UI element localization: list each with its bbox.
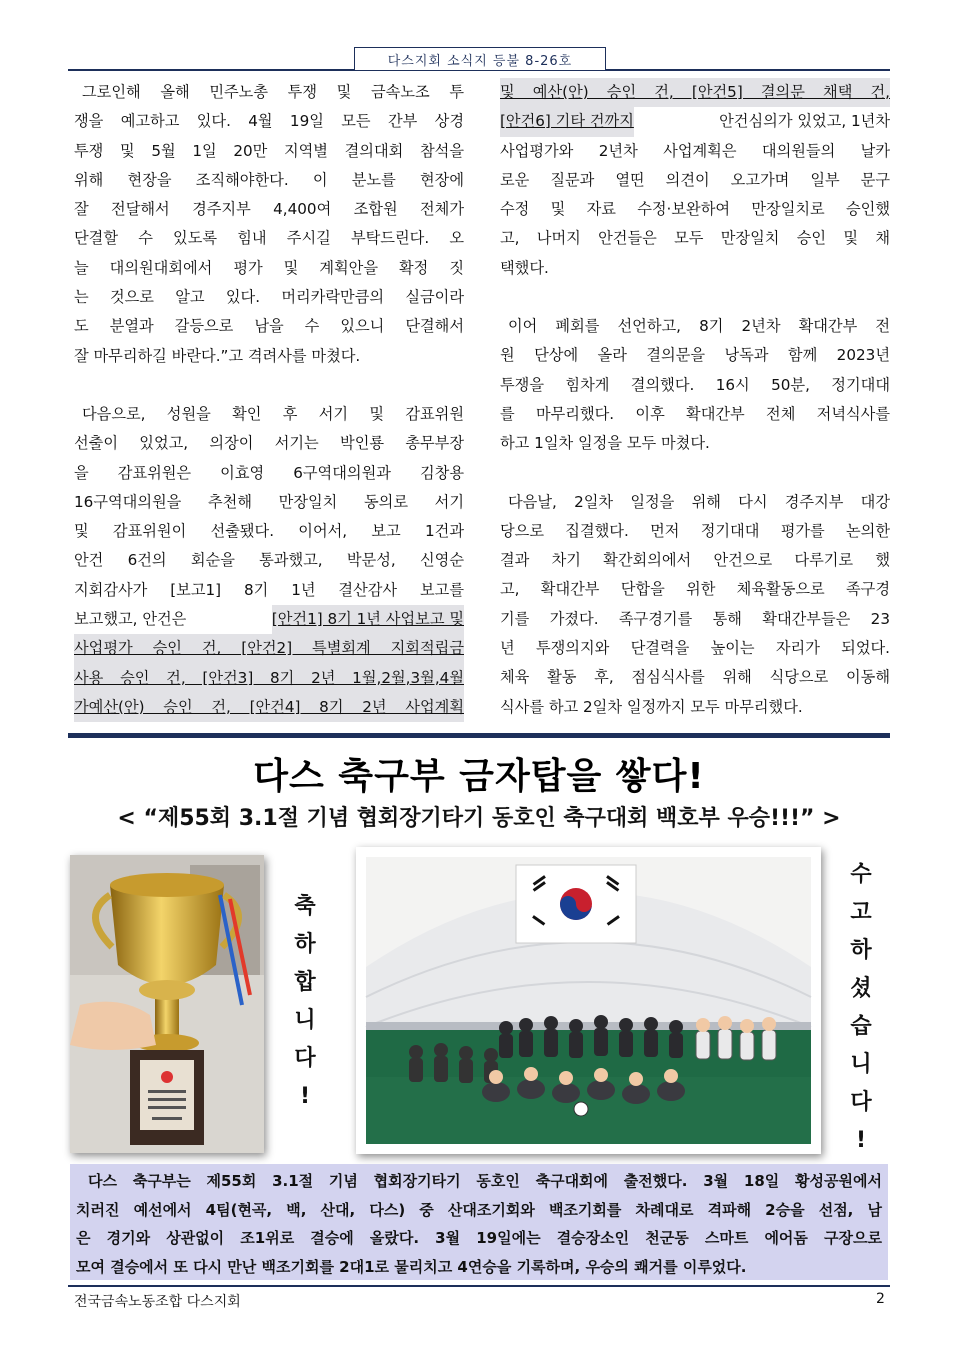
line: 원 단상에 올라 결의문을 낭독과 함께 2023년 (500, 346, 890, 365)
line: 투쟁을 힘차게 결의했다. 16시 50분, 정기대대 (500, 375, 890, 394)
right-para-3 (500, 488, 890, 722)
char: 다 (850, 1090, 872, 1115)
trophy-photo (70, 855, 264, 1153)
line: 년 투쟁의지와 단결력을 높이는 자리가 되었다. (500, 639, 890, 658)
char: 수 (850, 862, 872, 887)
agenda-underlined: 사용 승인 건, [안건3] 8기 2년 1월,2월,3월,4월 (74, 664, 464, 693)
right-para-2 (500, 312, 890, 458)
section-divider (68, 733, 890, 738)
agenda-underlined: 가예산(안) 승인 건, [안건4] 8기 2년 사업계획 (74, 693, 464, 722)
congrats-vertical-text (290, 888, 320, 1116)
char: 습 (850, 1014, 872, 1039)
line: 단결할 수 있도록 힘내 주시길 부탁드린다. 오 (74, 229, 464, 248)
line: 식사를 하고 2일차 일정까지 모두 마무리했다. (500, 697, 803, 716)
line (74, 605, 464, 634)
left-column (74, 78, 464, 722)
line: 을 감표위원은 이효영 6구역대의원과 김창용 (74, 463, 464, 482)
line: 기를 가졌다. 족구경기를 통해 확대간부들은 23 (500, 609, 890, 628)
line: 잘 마무리하길 바란다.”고 격려사를 마쳤다. (74, 346, 361, 365)
agenda-underlined: [안건1] 8기 1년 사업보고 및 (272, 605, 464, 634)
line: 결과 차기 확간회의에서 안건으로 다루기로 했 (500, 551, 890, 570)
team-image (356, 847, 821, 1154)
summary-line: 모여 결승에서 또 다시 만난 백조기회를 2대1로 물리치고 4연승을 기록하며, 우승의 쾌거를 이루었다. (76, 1257, 747, 1276)
left-para-1 (74, 78, 464, 371)
right-column (500, 78, 890, 722)
char: 고 (850, 900, 872, 925)
line: 도 분열과 갈등으로 남을 수 있으니 단결해서 (74, 317, 464, 336)
line: 그로인해 올해 민주노총 투쟁 및 금속노조 투 (82, 83, 464, 101)
summary-line: 다스 축구부는 제55회 3.1절 기념 협회장기타기 동호인 축구대회에 출전했다. 3월 18일 황성공원에서 (88, 1172, 882, 1190)
summary-line: 은 경기와 상관없이 조1위로 결승에 올랐다. 3월 19일에는 결승장소인 천군동 스마트 에어돔 구장으로 (76, 1229, 882, 1247)
tournament-summary (70, 1164, 888, 1280)
char: 니 (294, 1008, 316, 1033)
team-photo (356, 847, 821, 1154)
line: 및 감표위원이 선출됐다. 이어서, 보고 1건과 (74, 522, 464, 541)
line: 고, 나머지 안건들은 모두 만장일치 승인 및 채 (500, 229, 890, 248)
thanks-vertical-text (846, 856, 876, 1160)
char: 하 (294, 932, 316, 957)
line-start: 보고했고, 안건은 (74, 610, 192, 629)
page-number: 2 (876, 1291, 885, 1307)
line: 위해 현장을 조직해야한다. 이 분노를 현장에 (74, 170, 464, 189)
line: 를 마무리했다. 이후 확대간부 전체 저녁식사를 (500, 404, 890, 423)
char: 합 (294, 970, 316, 995)
line: 는 것으로 알고 있다. 머리카락만큼의 실금이라 (74, 288, 464, 307)
left-para-2 (74, 400, 464, 722)
line: 수정 및 자료 수정·보완하여 만장일치로 승인했 (500, 200, 890, 219)
char: 니 (850, 1052, 872, 1077)
line: 지회감사가 [보고1] 8기 1년 결산감사 보고를 (74, 580, 464, 599)
line: 다음날, 2일차 일정을 위해 다시 경주지부 대강 (508, 492, 890, 511)
char: 하 (850, 938, 872, 963)
feature-headline: 다스 축구부 금자탑을 쌓다! (253, 756, 705, 797)
newsletter-masthead (354, 47, 606, 71)
line: 잘 전달해서 경주지부 4,400여 조합원 전체가 (74, 200, 464, 219)
line: 사업평가와 2년차 사업계획은 대의원들의 날카 (500, 141, 890, 160)
line: 체육 활동 후, 점심식사를 위해 식당으로 이동해 (500, 668, 890, 687)
char: ! (299, 1084, 311, 1109)
line: 하고 1일차 일정을 모두 마쳤다. (500, 434, 710, 453)
char: 축 (294, 894, 316, 919)
line: 투쟁 및 5월 1일 20만 지역별 결의대회 참석을 (74, 141, 464, 160)
agenda-underlined: [안건6] 기타 건까지 (500, 107, 634, 136)
agenda-underlined: 및 예산(안) 승인 건, [안건5] 결의문 채택 건, (500, 78, 890, 107)
line: 로운 질문과 열띤 의견이 오고가며 일부 문구 (500, 170, 890, 189)
line: 16구역대의원을 추천해 만장일치 동의로 서기 (74, 492, 464, 511)
char: ! (855, 1128, 867, 1153)
line-rest: 안건심의가 있었고, 1년차 (719, 112, 890, 131)
line: 안건 6건의 회순을 통과했고, 박문성, 신영순 (74, 551, 464, 570)
line: 고, 확대간부 단합을 위한 체육활동으로 족구경 (500, 580, 890, 599)
line: 다음으로, 성원을 확인 후 서기 및 감표위원 (82, 404, 464, 423)
trophy-image (70, 855, 264, 1153)
right-para-1 (500, 78, 890, 283)
agenda-underlined: 사업평가 승인 건, [안건2] 특별회계 지회적립금 (74, 634, 464, 663)
line: 당으로 집결했다. 먼저 정기대대 평가를 논의한 (500, 521, 890, 540)
bottom-rule (68, 1285, 890, 1287)
line: 이어 폐회를 선언하고, 8기 2년차 확대간부 전 (508, 317, 890, 336)
line: 선출이 있었고, 의장이 서기는 박인룡 총무부장 (74, 434, 464, 453)
feature-subheadline: < “제55회 3.1절 기념 협회장기타기 동호인 축구대회 백호부 우승!!!” > (117, 806, 841, 831)
summary-line: 치러진 예선에서 4팀(현곡, 백, 산대, 다스) 중 산대조기회와 백조기회를 차례대로 격파해 2승을 선점, 남 (76, 1200, 882, 1219)
char: 다 (294, 1046, 316, 1071)
masthead-title: 다스지회 소식지 등불 8-26호 (387, 53, 573, 69)
line: 택했다. (500, 258, 549, 277)
line: 쟁을 예고하고 있다. 4월 19일 모든 간부 상경 (74, 112, 464, 131)
line: 늘 대의원대회에서 평가 및 계획안을 확정 짓 (74, 258, 464, 277)
char: 셨 (850, 976, 872, 1001)
footer-org: 전국금속노동조합 다스지회 (74, 1294, 241, 1310)
line (500, 107, 890, 136)
